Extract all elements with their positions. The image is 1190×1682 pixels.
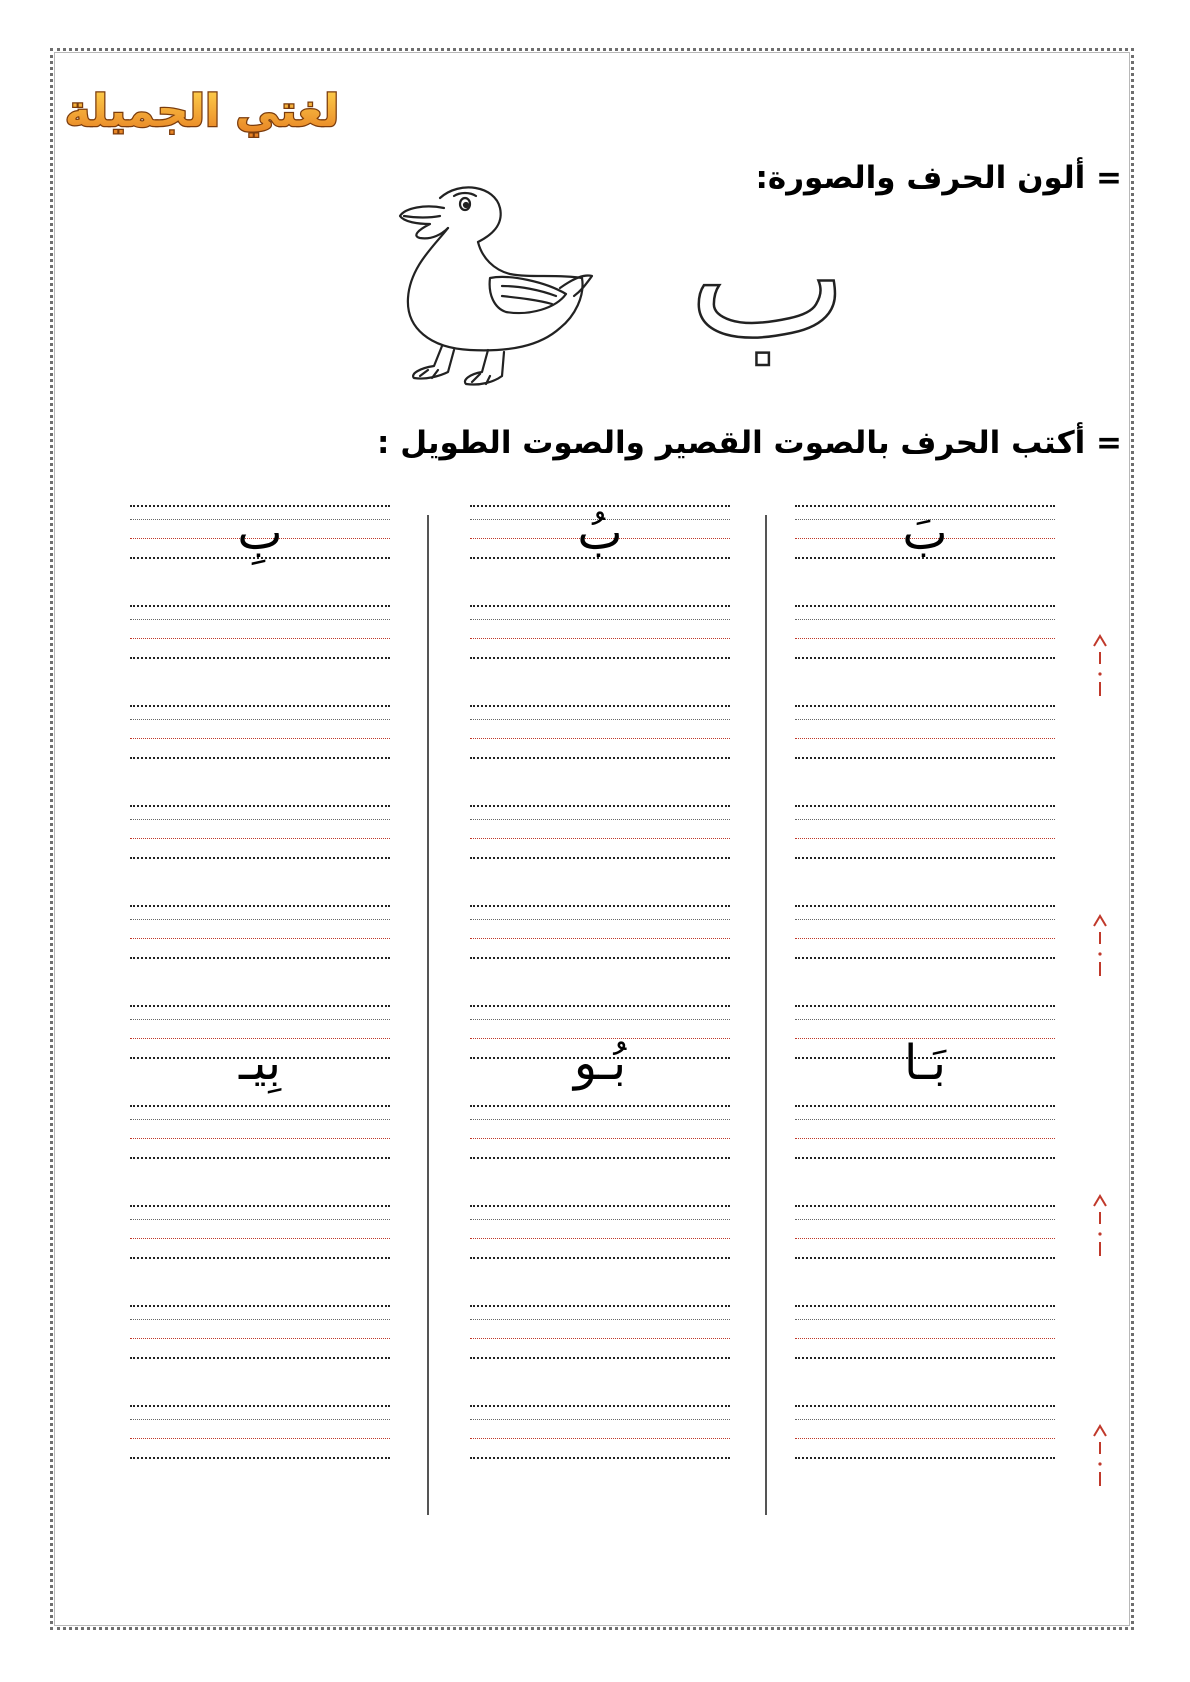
guide-line — [470, 905, 730, 907]
big-letter-text: ب — [687, 179, 849, 377]
guide-line — [795, 1219, 1055, 1220]
arrow-marker-icon — [1090, 1420, 1110, 1492]
writing-guide-lines[interactable] — [130, 605, 390, 657]
guide-line — [130, 705, 390, 707]
sample-long-vowel: بِيـ — [239, 1035, 281, 1091]
instruction-color: = ألون الحرف والصورة: — [755, 160, 1122, 196]
writing-guide-lines[interactable] — [470, 1105, 730, 1157]
writing-guide-lines[interactable] — [470, 1205, 730, 1257]
guide-line — [130, 1157, 390, 1159]
guide-line — [470, 1205, 730, 1207]
guide-line — [795, 905, 1055, 907]
writing-guide-lines[interactable] — [795, 805, 1055, 857]
guide-line — [470, 705, 730, 707]
guide-line — [470, 857, 730, 859]
writing-guide-lines[interactable] — [795, 605, 1055, 657]
writing-guide-lines[interactable] — [470, 1405, 730, 1457]
guide-line — [130, 838, 390, 839]
writing-guide-lines[interactable] — [795, 1105, 1055, 1157]
writing-column-damma — [470, 505, 730, 1505]
guide-line — [130, 1005, 390, 1007]
writing-guide-lines[interactable] — [795, 905, 1055, 957]
guide-line — [130, 1438, 390, 1439]
logo-text: لغتي الجميلة — [64, 86, 340, 137]
guide-line — [470, 1438, 730, 1439]
guide-line — [470, 638, 730, 639]
guide-line — [795, 1019, 1055, 1020]
guide-line — [130, 638, 390, 639]
guide-line — [470, 957, 730, 959]
writing-guide-lines[interactable] — [795, 705, 1055, 757]
guide-line — [795, 1338, 1055, 1339]
guide-line — [795, 857, 1055, 859]
guide-line — [470, 738, 730, 739]
writing-column-fatha — [795, 505, 1055, 1505]
column-divider — [765, 515, 767, 1515]
writing-guide-lines[interactable] — [470, 805, 730, 857]
guide-line — [130, 819, 390, 820]
guide-line — [470, 1419, 730, 1420]
guide-line — [470, 919, 730, 920]
guide-line — [130, 805, 390, 807]
writing-guide-lines[interactable] — [470, 905, 730, 957]
guide-line — [795, 957, 1055, 959]
guide-line — [470, 719, 730, 720]
guide-line — [130, 938, 390, 939]
guide-line — [470, 819, 730, 820]
guide-line — [795, 1438, 1055, 1439]
sample-short-vowel: بُ — [577, 505, 623, 561]
guide-line — [130, 919, 390, 920]
guide-line — [795, 938, 1055, 939]
guide-line — [470, 1319, 730, 1320]
guide-line — [130, 1257, 390, 1259]
guide-line — [130, 1419, 390, 1420]
guide-line — [470, 605, 730, 607]
guide-line — [130, 1219, 390, 1220]
guide-line — [130, 1338, 390, 1339]
sample-short-vowel: بِ — [237, 505, 283, 561]
guide-line — [130, 757, 390, 759]
guide-line — [795, 619, 1055, 620]
guide-line — [130, 905, 390, 907]
guide-line — [470, 619, 730, 620]
logo — [64, 70, 340, 150]
guide-line — [130, 1319, 390, 1320]
guide-line — [130, 1457, 390, 1459]
writing-guide-lines[interactable] — [470, 705, 730, 757]
guide-line — [795, 1405, 1055, 1407]
instruction-write: = أكتب الحرف بالصوت القصير والصوت الطويل : — [377, 425, 1122, 461]
arrow-marker-icon — [1090, 1190, 1110, 1262]
guide-line — [795, 1119, 1055, 1120]
guide-line — [130, 1305, 390, 1307]
guide-line — [795, 605, 1055, 607]
guide-line — [795, 805, 1055, 807]
guide-line — [130, 605, 390, 607]
guide-line — [795, 1105, 1055, 1107]
guide-line — [470, 838, 730, 839]
writing-guide-lines[interactable] — [130, 1405, 390, 1457]
guide-line — [470, 657, 730, 659]
guide-line — [795, 738, 1055, 739]
arrow-marker-icon — [1090, 630, 1110, 702]
guide-line — [795, 657, 1055, 659]
guide-line — [795, 705, 1055, 707]
guide-line — [795, 1319, 1055, 1320]
guide-line — [795, 1257, 1055, 1259]
guide-line — [795, 819, 1055, 820]
writing-guide-lines[interactable] — [130, 905, 390, 957]
writing-guide-lines[interactable] — [130, 805, 390, 857]
guide-line — [470, 1119, 730, 1120]
guide-line — [795, 1419, 1055, 1420]
guide-line — [470, 1105, 730, 1107]
guide-line — [130, 657, 390, 659]
guide-line — [795, 1305, 1055, 1307]
guide-line — [470, 1005, 730, 1007]
guide-line — [470, 1257, 730, 1259]
guide-line — [795, 638, 1055, 639]
writing-column-kasra — [130, 505, 390, 1505]
guide-line — [795, 1205, 1055, 1207]
guide-line — [130, 1405, 390, 1407]
column-divider — [427, 515, 429, 1515]
guide-line — [795, 838, 1055, 839]
guide-line — [795, 757, 1055, 759]
writing-guide-lines[interactable] — [130, 1305, 390, 1357]
guide-line — [470, 1357, 730, 1359]
guide-line — [130, 1357, 390, 1359]
sample-long-vowel: بُـو — [573, 1035, 627, 1091]
guide-line — [795, 1457, 1055, 1459]
guide-line — [795, 719, 1055, 720]
arrow-marker-icon — [1090, 910, 1110, 982]
writing-guide-lines[interactable] — [795, 1205, 1055, 1257]
guide-line — [130, 1119, 390, 1120]
writing-guide-lines[interactable] — [130, 705, 390, 757]
guide-line — [130, 1105, 390, 1107]
guide-line — [470, 805, 730, 807]
guide-line — [130, 957, 390, 959]
sample-short-vowel: بَ — [902, 505, 948, 561]
guide-line — [130, 619, 390, 620]
guide-line — [795, 919, 1055, 920]
writing-guide-lines[interactable] — [130, 1105, 390, 1157]
guide-line — [470, 1019, 730, 1020]
guide-line — [795, 1138, 1055, 1139]
guide-line — [130, 1205, 390, 1207]
guide-line — [795, 1005, 1055, 1007]
guide-line — [130, 857, 390, 859]
guide-line — [470, 1457, 730, 1459]
guide-line — [470, 1405, 730, 1407]
guide-line — [470, 1138, 730, 1139]
guide-line — [130, 738, 390, 739]
writing-guide-lines[interactable] — [130, 1205, 390, 1257]
duck-illustration — [370, 178, 600, 398]
guide-line — [470, 757, 730, 759]
guide-line — [130, 1138, 390, 1139]
guide-line — [470, 1305, 730, 1307]
guide-line — [130, 1019, 390, 1020]
big-letter — [668, 179, 868, 400]
writing-guide-lines[interactable] — [795, 1305, 1055, 1357]
writing-guide-lines[interactable] — [470, 1305, 730, 1357]
guide-line — [470, 1219, 730, 1220]
guide-line — [470, 938, 730, 939]
guide-line — [795, 1157, 1055, 1159]
guide-line — [130, 719, 390, 720]
guide-line — [130, 1238, 390, 1239]
guide-line — [470, 1238, 730, 1239]
guide-line — [470, 1338, 730, 1339]
guide-line — [795, 1357, 1055, 1359]
writing-guide-lines[interactable] — [795, 1405, 1055, 1457]
guide-line — [795, 1238, 1055, 1239]
guide-line — [470, 1157, 730, 1159]
writing-guide-lines[interactable] — [470, 605, 730, 657]
sample-long-vowel: بَـا — [903, 1035, 947, 1091]
